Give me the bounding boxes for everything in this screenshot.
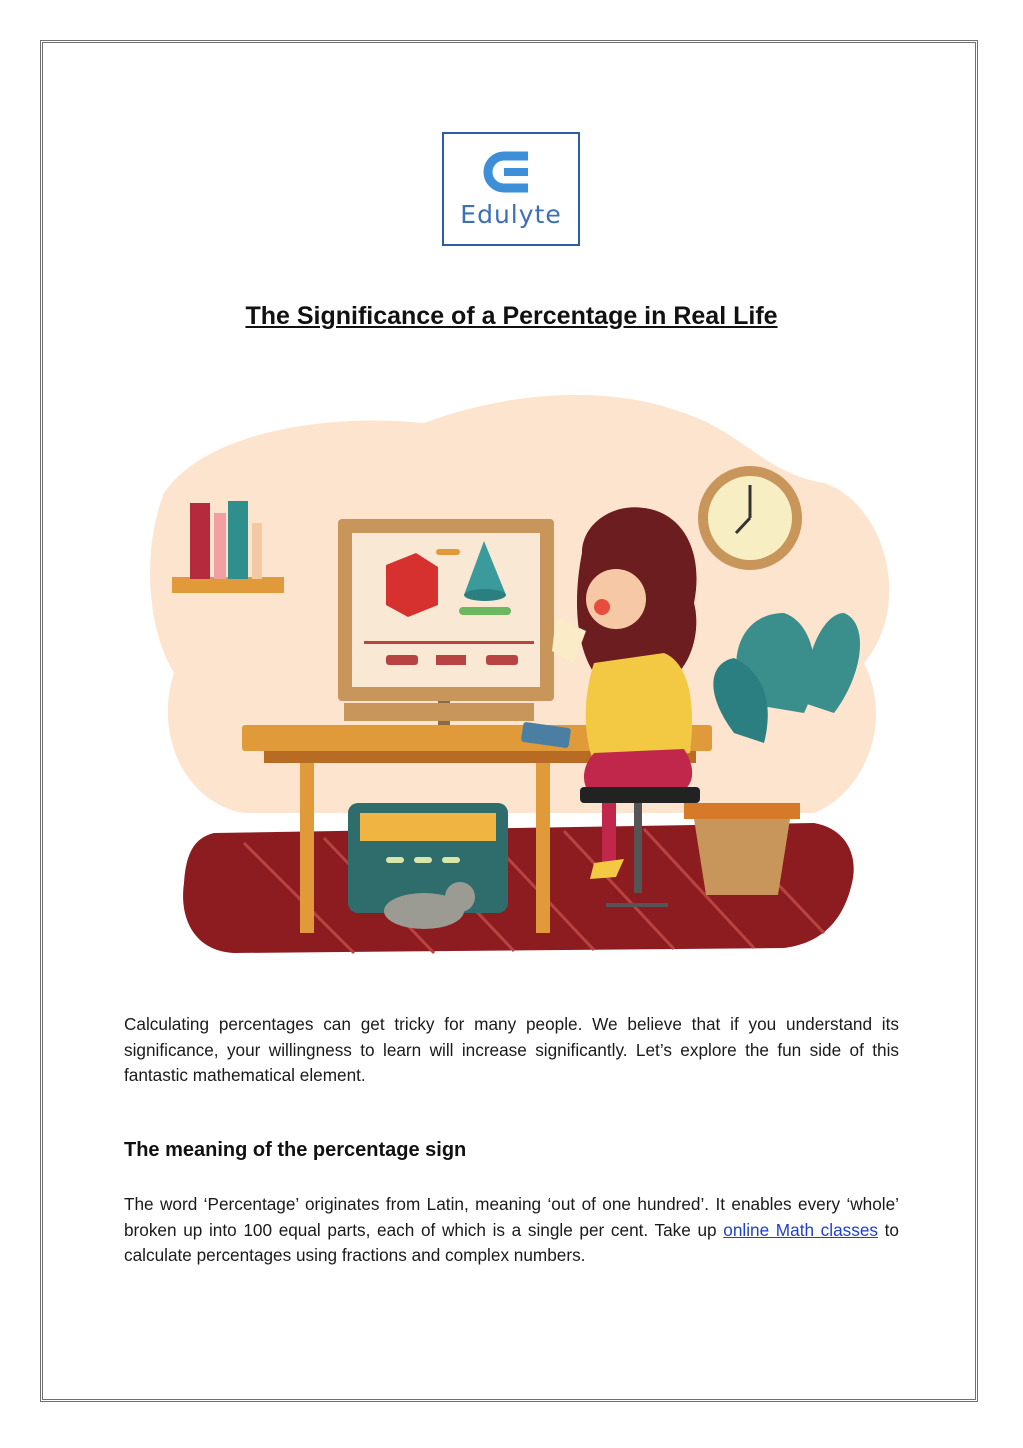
online-math-classes-link[interactable]: online Math classes — [723, 1219, 878, 1240]
section-text-before-link: The word ‘Percentage’ originates from Latin, meaning ‘out of one hundred’. It enables every ‘whole’ broken up into 100 equal parts, each of which is a single per cent. Take up — [124, 1194, 899, 1240]
logo-wordmark: Edulyte — [460, 200, 562, 229]
intro-paragraph: Calculating percentages can get tricky for many people. We believe that if you understand its significance, your willingness to learn will increase significantly. Let’s explore the fun side of this fantastic mathematical element. — [124, 1014, 899, 1085]
edulyte-logo — [442, 132, 580, 246]
woman-at-computer-desk-illustration — [124, 373, 900, 980]
section-heading: The meaning of the percentage sign — [124, 1139, 467, 1161]
page-title: The Significance of a Percentage in Real Life — [245, 302, 778, 330]
section-text-after-link: to calculate percentages using fractions and complex numbers. — [124, 1219, 899, 1265]
section-paragraph — [124, 1192, 899, 1269]
